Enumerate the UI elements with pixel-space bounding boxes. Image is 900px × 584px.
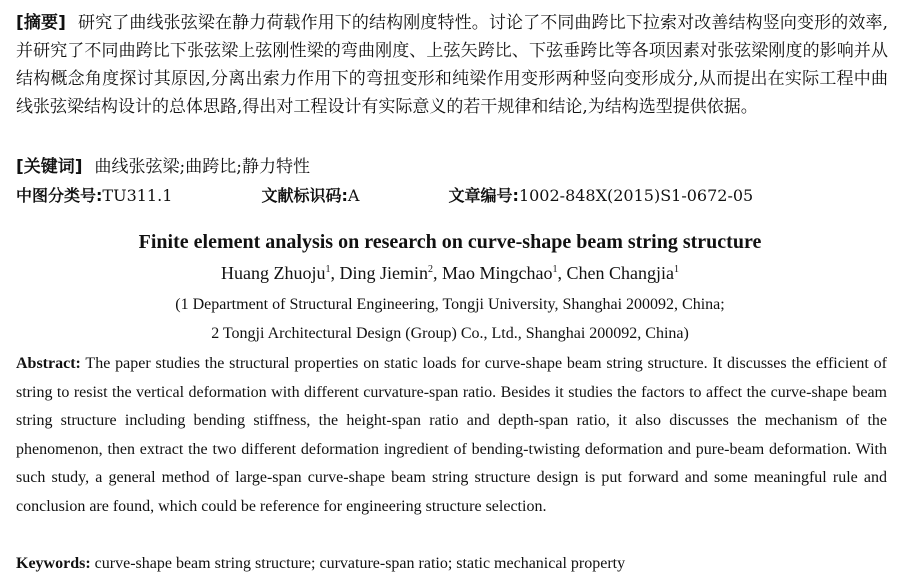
author: Huang Zhuoju$^1$: [221, 263, 331, 283]
chinese-abstract: [16, 9, 888, 121]
clc-number: [16, 186, 214, 205]
author: Mao Mingchao$^1$: [442, 263, 558, 283]
doc-value: A: [347, 186, 360, 205]
chinese-keywords-text: 曲线张弦梁;曲跨比;静力特性: [94, 157, 311, 177]
english-keywords-label: Keywords:: [16, 555, 91, 572]
english-keywords-text: curve-shape beam string structure; curvature-span ratio; static mechanical property: [94, 555, 626, 572]
paper-title: Finite element analysis on research on curve-shape beam string structure: [138, 231, 762, 253]
affiliation-2: 2 Tongji Architectural Design (Group) Co., Ltd., Shanghai 200092, China): [211, 325, 689, 342]
doc-label: 文献标识码:: [261, 186, 348, 205]
chinese-abstract-text: 研究了曲线张弦梁在静力荷载作用下的结构刚度特性。讨论了不同曲跨比下拉索对改善结构竖向变形的效率,并研究了不同曲跨比下张弦梁上弦刚性梁的弯曲刚度、上弦矢跨比、下弦垂跨比等各项因素对张弦梁刚度的影响并从结构概念角度探讨其原因,分离出索力作用下的弯扭变形和纯梁作用变形两种竖向变形成分,从而提出在实际工程中曲线张弦梁结构设计的总体思路,得出对工程设计有实际意义的若干规律和结论,为结构选型提供依据。: [16, 13, 888, 117]
classification-line: [16, 182, 888, 210]
article-label: 文章编号:: [448, 186, 519, 205]
chinese-abstract-label: [摘要]: [16, 13, 66, 33]
author: Ding Jiemin$^2$: [339, 263, 433, 283]
english-abstract-text: The paper studies the structural properties on static loads for curve-shape beam string structure. It discusses the efficient of string to resist the vertical deformation with different curvature-span ratio. Besides it studies the factors to affect the curve-shape beam string structure including bending stiffness, the height-span ratio and depth-span ratio, it also discusses the mechanism of the phenomenon, then extract the two different deformation ingredient of bending-twisting deformation and pure-beam deformation. With such study, a general method of large-span curve-shape beam string structure design is put forward and some meaningful rule and conclusion are found, which could be reference for engineering structure selection.: [16, 355, 887, 515]
english-abstract: [16, 350, 887, 522]
clc-label: 中图分类号:: [16, 186, 103, 205]
english-keywords: [16, 550, 887, 578]
chinese-keywords: [16, 153, 888, 181]
article-number: [449, 186, 796, 205]
clc-value: TU311.1: [102, 186, 173, 205]
article-value: 1002-848X(2015)S1-0672-05: [518, 186, 754, 205]
english-abstract-label: Abstract:: [16, 355, 81, 372]
document-code: [261, 186, 401, 205]
affiliation-1: (1 Department of Structural Engineering, Tongji University, Shanghai 200092, China;: [175, 296, 725, 313]
author-list: Huang Zhuoju$^1$, Ding Jiemin$^2$, Mao Mingchao$^1$, Chen Changjia$^1$: [221, 263, 679, 283]
chinese-keywords-label: [关键词]: [16, 157, 83, 177]
author: Chen Changjia$^1$: [566, 263, 679, 283]
